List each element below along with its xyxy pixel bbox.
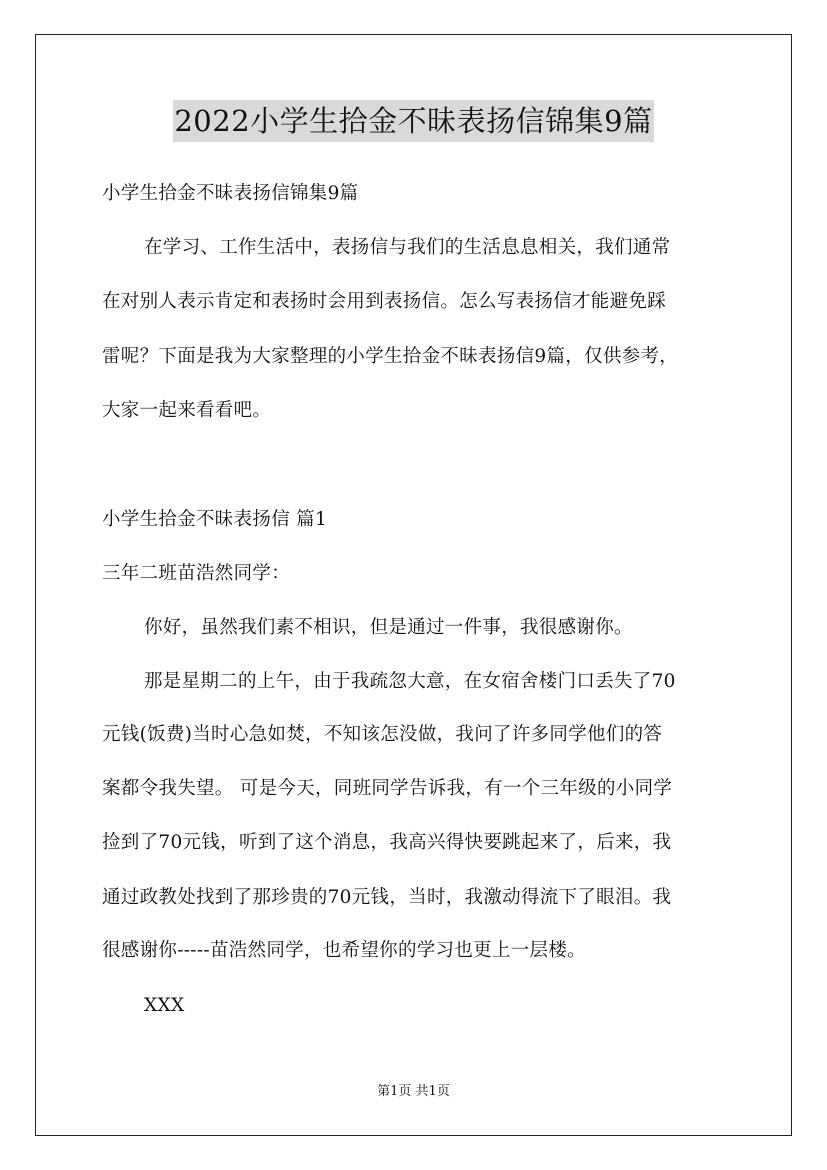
document-subtitle: 小学生拾金不昧表扬信锦集9篇 [102,183,359,204]
letter-signature: XXX [144,995,185,1016]
document-title [0,100,827,142]
body-line-1: 那是星期二的上午，由于我疏忽大意，在女宿舍楼门口丢失了70 [144,671,676,692]
page-footer: 第1页 共1页 [377,1084,450,1099]
letter-salutation: 三年二班苗浩然同学： [102,563,291,584]
document-title-text: 2022小学生拾金不昧表扬信锦集9篇 [173,100,653,142]
body-line-4: 捡到了70元钱，听到了这个消息，我高兴得快要跳起来了，后来，我 [102,832,672,853]
intro-line-2: 在对别人表示肯定和表扬时会用到表扬信。怎么写表扬信才能避免踩 [102,291,667,312]
intro-line-1: 在学习、工作生活中，表扬信与我们的生活息息相关，我们通常 [144,237,671,258]
body-line-5: 通过政教处找到了那珍贵的70元钱，当时，我激动得流下了眼泪。我 [102,887,672,908]
body-line-6: 很感谢你-----苗浩然同学，也希望你的学习也更上一层楼。 [102,940,586,961]
intro-line-4: 大家一起来看看吧。 [102,400,272,421]
letter-greeting: 你好，虽然我们素不相识，但是通过一件事，我很感谢你。 [144,617,633,638]
body-line-2: 元钱(饭费)当时心急如焚，不知该怎没做，我问了许多同学他们的答 [102,724,663,745]
intro-line-3: 雷呢？下面是我为大家整理的小学生拾金不昧表扬信9篇，仅供参考， [102,346,679,367]
section-heading: 小学生拾金不昧表扬信 篇1 [102,509,328,530]
body-line-3: 案都令我失望。 可是今天，同班同学告诉我，有一个三年级的小同学 [102,778,673,799]
